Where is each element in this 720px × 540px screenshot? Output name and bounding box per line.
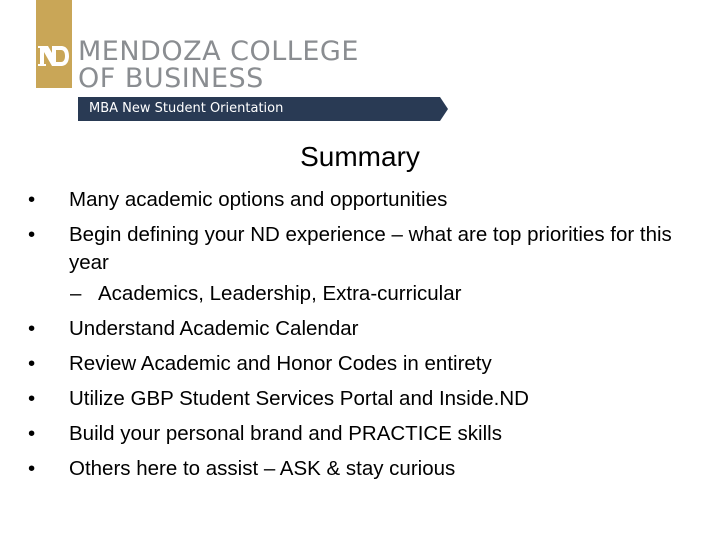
banner-label: MBA New Student Orientation (89, 101, 284, 116)
college-name-line-2: OF BUSINESS (78, 63, 264, 94)
bullet-item (28, 221, 708, 277)
bullet-dot: • (28, 387, 36, 410)
bullet-text: Build your personal brand and PRACTICE skills (69, 422, 502, 445)
bullet-text: Utilize GBP Student Services Portal and Inside.ND (69, 387, 529, 410)
summary-bullet-list (28, 186, 708, 490)
bullet-item (28, 385, 708, 412)
slide-title-text: Summary (300, 141, 420, 172)
bullet-dot: • (28, 188, 36, 211)
bullet-item (28, 315, 708, 342)
college-name (78, 38, 359, 92)
bullet-text: Others here to assist – ASK & stay curious (69, 457, 456, 480)
bullet-text: Many academic options and opportunities (69, 188, 448, 211)
bullet-item (28, 420, 708, 447)
bullet-dot: • (28, 422, 36, 445)
bullet-dot: • (28, 223, 36, 246)
bullet-dot: • (28, 457, 36, 480)
bullet-text: Understand Academic Calendar (69, 317, 359, 340)
bullet-item (28, 350, 708, 377)
bullet-text: Review Academic and Honor Codes in entirety (69, 352, 492, 375)
orientation-banner (78, 97, 448, 121)
bullet-dot: • (28, 352, 36, 375)
bullet-dot: • (28, 317, 36, 340)
bullet-item (28, 186, 708, 213)
slide-title (0, 140, 720, 174)
sub-bullet-item (28, 280, 708, 307)
college-name-line-1: MENDOZA COLLEGE (78, 36, 359, 67)
sub-bullet-text: Academics, Leadership, Extra-curricular (98, 282, 462, 305)
sub-bullet-dash: – (70, 282, 82, 305)
bullet-item (28, 455, 708, 482)
bullet-text: Begin defining your ND experience – what are top priorities for this year (69, 223, 672, 274)
nd-monogram-icon (36, 40, 72, 72)
